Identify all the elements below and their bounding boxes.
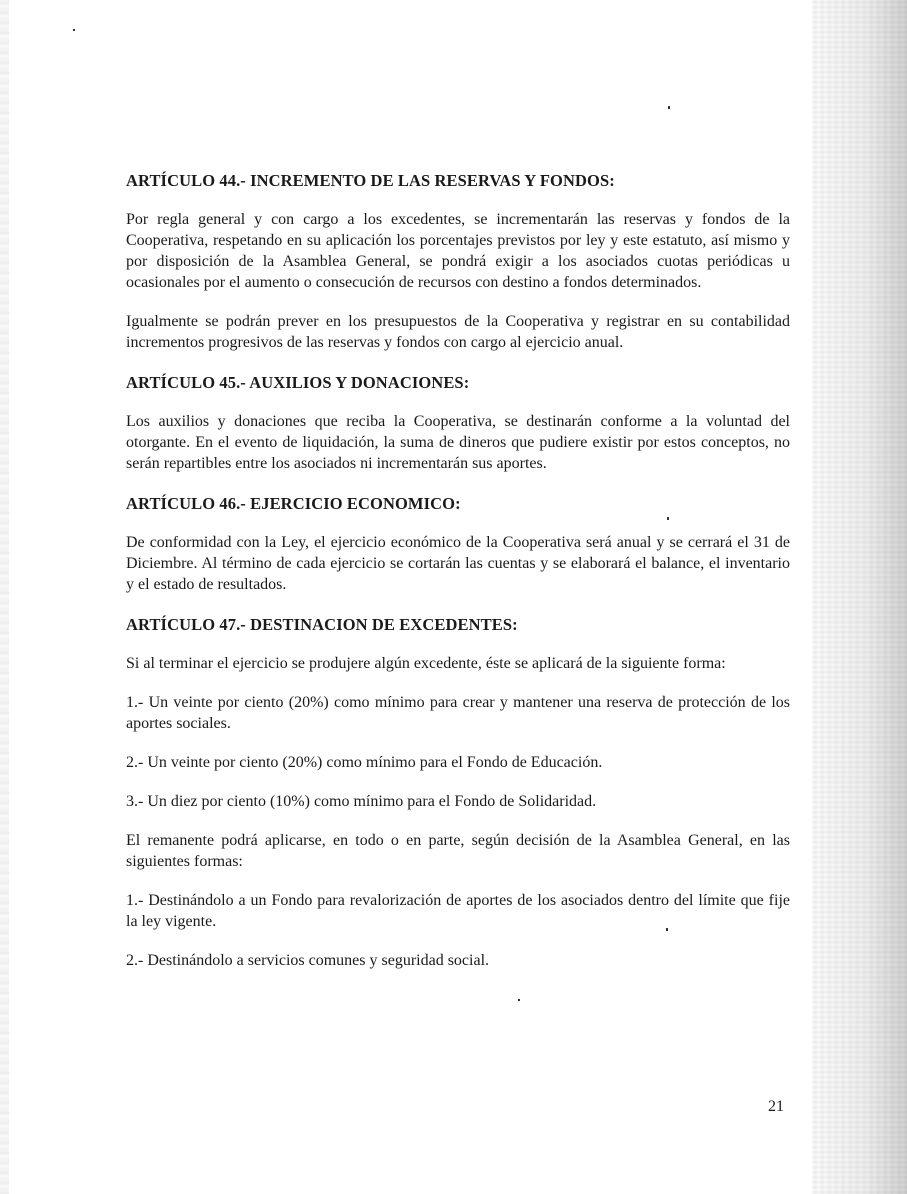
- scan-speck: [668, 106, 670, 109]
- remainder-item-2: 2.- Destinándolo a servicios comunes y seguridad social.: [126, 952, 490, 969]
- article-47-intro: Si al terminar el ejercicio se produjere algún excedente, éste se aplicará de la siguiente forma:: [126, 655, 726, 672]
- remainder-item-1: 1.- Destinándolo a un Fondo para revalorización de aportes de los asociados dentro del límite que fije la ley vigente.: [126, 892, 790, 930]
- article-46-paragraph: De conformidad con la Ley, el ejercicio económico de la Cooperativa será anual y se cerrará el 31 de Diciembre. Al término de cada ejercicio se cortarán las cuentas y se elaborará el balance, el inventario y el estado de resultados.: [126, 534, 790, 593]
- article-44-paragraph-2: Igualmente se podrán prever en los presupuestos de la Cooperativa y registrar en su contabilidad incrementos progresivos de las reservas y fondos con cargo al ejercicio anual.: [126, 313, 790, 351]
- scan-speck: [518, 999, 520, 1001]
- scan-edge-right: [812, 0, 907, 1194]
- article-46-heading: ARTÍCULO 46.- EJERCICIO ECONOMICO:: [126, 494, 461, 513]
- article-45-heading: ARTÍCULO 45.- AUXILIOS Y DONACIONES:: [126, 373, 470, 392]
- document-page: [126, 170, 790, 971]
- article-47-item-3: 3.- Un diez por ciento (10%) como mínimo para el Fondo de Solidaridad.: [126, 793, 597, 810]
- article-45-paragraph: Los auxilios y donaciones que reciba la Cooperativa, se destinarán conforme a la voluntad del otorgante. En el evento de liquidación, la suma de dineros que pudiere existir por estos conceptos, no serán repartibles entre los asociados ni incrementarán sus aportes.: [126, 413, 790, 472]
- article-47-item-1: 1.- Un veinte por ciento (20%) como mínimo para crear y mantener una reserva de protección de los aportes sociales.: [126, 694, 790, 732]
- article-47-remainder: El remanente podrá aplicarse, en todo o en parte, según decisión de la Asamblea General, en las siguientes formas:: [126, 832, 790, 870]
- article-44-paragraph-1: Por regla general y con cargo a los excedentes, se incrementarán las reservas y fondos de la Cooperativa, respetando en su aplicación los porcentajes previstos por ley y este estatuto, así mismo y por disposición de la Asamblea General, se pondrá exigir a los asociados cuotas periódicas u ocasionales por el aumento o consecución de recursos con destino a fondos determinados.: [126, 211, 790, 291]
- scan-edge-left: [0, 0, 9, 1194]
- article-44-heading: ARTÍCULO 44.- INCREMENTO DE LAS RESERVAS Y FONDOS:: [126, 171, 615, 190]
- page-number: 21: [768, 1098, 784, 1115]
- scan-speck: [73, 29, 75, 31]
- article-47-item-2: 2.- Un veinte por ciento (20%) como mínimo para el Fondo de Educación.: [126, 754, 603, 771]
- article-47-heading: ARTÍCULO 47.- DESTINACION DE EXCEDENTES:: [126, 615, 518, 634]
